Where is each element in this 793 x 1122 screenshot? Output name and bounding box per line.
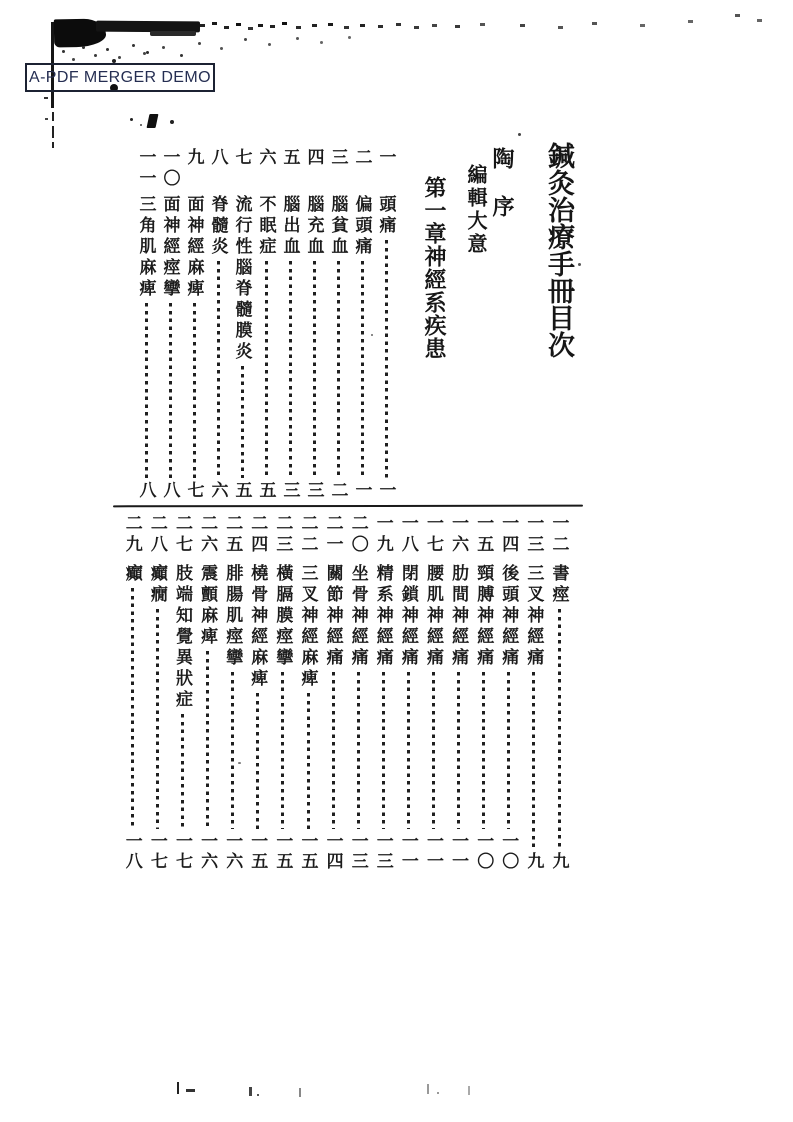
scan-artifact-bottom-mark [257, 1094, 259, 1096]
entry-number: 三 [328, 148, 348, 169]
dotted-leader [253, 261, 279, 478]
entry-number: 二二 [298, 514, 318, 556]
scan-artifact-edge-line [52, 126, 54, 138]
toc-entry [546, 514, 572, 872]
entry-title: 腦貧血 [328, 195, 348, 258]
toc-entry [119, 514, 145, 872]
scan-artifact-ink-blot [147, 114, 159, 128]
entry-title: 偏頭痛 [352, 195, 372, 258]
entry-number: 一 [376, 148, 396, 169]
dotted-leader [229, 366, 255, 478]
dotted-leader [277, 261, 303, 478]
entry-number: 八 [208, 148, 228, 169]
dotted-leader [546, 609, 572, 849]
dotted-leader [220, 672, 246, 829]
scan-artifact-bottom-mark [177, 1082, 179, 1094]
entry-page-number: 九 [524, 852, 544, 872]
entry-number: 四 [304, 148, 324, 169]
entry-page-number: 八 [160, 481, 180, 501]
scan-artifact-speck [170, 120, 174, 124]
toc-entry [277, 148, 303, 501]
entry-page-number: 一一 [398, 832, 418, 872]
entry-page-number: 一一 [449, 832, 469, 872]
toc-entry [446, 514, 472, 872]
toc-entry [205, 148, 231, 501]
entry-title: 三角肌麻痺 [136, 195, 156, 300]
toc-entry [133, 148, 159, 501]
dotted-leader [521, 672, 547, 849]
book-title: 鍼灸治療手冊目次 [544, 142, 574, 358]
dotted-leader [345, 672, 371, 829]
entry-title: 閉鎖神經痛 [398, 564, 418, 669]
entry-page-number: 一八 [122, 832, 142, 872]
entry-title: 橫膈膜痙攣 [273, 564, 293, 669]
dotted-leader [295, 693, 321, 829]
dotted-leader [301, 261, 327, 478]
entry-number: 五 [280, 148, 300, 169]
watermark-label: A-PDF MERGER DEMO [29, 68, 211, 86]
entry-number: 二〇 [348, 514, 368, 556]
toc-entry [157, 148, 183, 501]
scan-artifact-speckles [0, 0, 3, 3]
entry-page-number: 一五 [273, 832, 293, 872]
entry-title: 書痙 [549, 564, 569, 606]
dotted-leader [170, 714, 196, 829]
entry-title: 後頭神經痛 [499, 564, 519, 669]
toc-entry [295, 514, 321, 872]
dotted-leader [373, 240, 399, 478]
dotted-leader [270, 672, 296, 829]
entry-page-number: 九 [549, 852, 569, 872]
dotted-leader [325, 261, 351, 478]
entry-title: 肋間神經痛 [449, 564, 469, 669]
entry-number: 一三 [524, 514, 544, 556]
toc-entry [320, 514, 346, 872]
watermark-box [25, 63, 215, 92]
dotted-leader [496, 672, 522, 829]
entry-title: 腦出血 [280, 195, 300, 258]
dotted-leader [119, 588, 145, 829]
toc-entry [301, 148, 327, 501]
entry-title: 脊髓炎 [208, 195, 228, 258]
entry-title: 腓腸肌痙攣 [223, 564, 243, 669]
dotted-leader [195, 651, 221, 829]
entry-title: 面神經痙攣 [160, 195, 180, 300]
entry-page-number: 六 [208, 481, 228, 501]
editorial-notes-heading: 編輯大意 [464, 164, 486, 256]
entry-page-number: 一 [376, 481, 396, 501]
entry-title: 面神經麻痺 [184, 195, 204, 300]
dotted-leader [133, 303, 159, 478]
entry-page-number: 一三 [348, 832, 368, 872]
toc-entry [170, 514, 196, 872]
toc-entry [373, 148, 399, 501]
entry-title: 三叉神經麻痺 [298, 564, 318, 690]
scan-artifact-bottom-mark [186, 1089, 195, 1092]
scan-artifact-speck [45, 118, 48, 120]
entry-page-number: 一七 [173, 832, 192, 872]
dotted-leader [181, 303, 207, 478]
chapter-name: 神經系疾患 [422, 245, 447, 360]
scan-artifact-bottom-mark [468, 1086, 470, 1095]
scan-artifact-bottom-mark [249, 1087, 252, 1096]
toc-entry [144, 514, 170, 872]
entry-page-number: 一五 [248, 832, 268, 872]
toc-entry [471, 514, 497, 872]
entry-number: 一八 [398, 514, 418, 556]
dotted-leader [157, 303, 183, 478]
dotted-leader [421, 672, 447, 829]
entry-number: 一七 [424, 514, 443, 556]
dotted-leader [320, 672, 346, 829]
entry-title: 橈骨神經麻痺 [248, 564, 268, 690]
entry-number: 六 [256, 148, 276, 169]
entry-page-number: 一七 [147, 832, 167, 872]
entry-number: 二三 [273, 514, 293, 556]
dotted-leader [144, 609, 170, 829]
entry-title: 腰肌神經痛 [424, 564, 443, 669]
entry-title: 頭痛 [376, 195, 396, 237]
preface-heading: 陶 序 [490, 147, 515, 219]
toc-entry [325, 148, 351, 501]
scan-artifact-bottom-mark [437, 1092, 439, 1094]
scan-artifact-edge-line [52, 112, 54, 121]
entry-title: 肢端知覺異狀症 [173, 564, 192, 711]
entry-number: 二 [352, 148, 372, 169]
toc-entry [521, 514, 547, 872]
entry-page-number: 一六 [198, 832, 218, 872]
entry-page-number: 一〇 [474, 832, 494, 872]
toc-entry [370, 514, 396, 872]
scan-artifact-top-band [150, 31, 196, 36]
scan-artifact-speck [44, 97, 48, 99]
dotted-leader [205, 261, 231, 478]
dotted-leader [471, 672, 497, 829]
entry-title: 頸膊神經痛 [474, 564, 494, 669]
scan-artifact-edge-line [52, 142, 54, 148]
scan-artifact-speck [518, 133, 521, 136]
entry-page-number: 一一 [424, 832, 443, 872]
entry-title: 癲 [122, 564, 142, 585]
dotted-leader [245, 693, 271, 829]
toc-entry [195, 514, 221, 872]
entry-number: 七 [232, 148, 252, 169]
toc-entry [421, 514, 447, 872]
dotted-leader [395, 672, 421, 829]
toc-entry [253, 148, 279, 501]
scan-artifact-bottom-mark [427, 1084, 429, 1094]
scan-artifact-bottom-mark [299, 1088, 301, 1097]
entry-number: 二九 [122, 514, 142, 556]
entry-title: 三叉神經痛 [524, 564, 544, 669]
entry-number: 二六 [198, 514, 218, 556]
entry-title: 精系神經痛 [373, 564, 393, 669]
entry-number: 二四 [248, 514, 268, 556]
entry-number: 二七 [173, 514, 192, 556]
entry-page-number: 一〇 [499, 832, 519, 872]
entry-page-number: 一五 [298, 832, 318, 872]
toc-entry [220, 514, 246, 872]
dotted-leader [349, 261, 375, 478]
entry-page-number: 五 [232, 481, 252, 501]
entry-number: 一九 [373, 514, 393, 556]
entry-title: 癲癇 [147, 564, 167, 606]
entry-page-number: 一六 [223, 832, 243, 872]
entry-page-number: 一 [352, 481, 372, 501]
dotted-leader [446, 672, 472, 829]
entry-number: 二八 [147, 514, 167, 556]
entry-page-number: 五 [256, 481, 276, 501]
section-divider-rule [113, 505, 583, 508]
entry-number: 一二 [549, 514, 569, 556]
entry-title: 不眠症 [256, 195, 276, 258]
chapter-number: 第一章 [422, 176, 447, 245]
dotted-leader [370, 672, 396, 829]
entry-title: 腦充血 [304, 195, 324, 258]
toc-entry [345, 514, 371, 872]
entry-page-number: 一四 [323, 832, 343, 872]
entry-number: 一四 [499, 514, 519, 556]
toc-entry [245, 514, 271, 872]
toc-entry [181, 148, 207, 501]
entry-number: 二一 [323, 514, 343, 556]
toc-entry [496, 514, 522, 872]
entry-page-number: 七 [184, 481, 204, 501]
toc-entry [395, 514, 421, 872]
entry-title: 震顫麻痺 [198, 564, 218, 648]
entry-page-number: 二 [328, 481, 348, 501]
entry-page-number: 一三 [373, 832, 393, 872]
scan-artifact-speck [140, 124, 142, 126]
scan-artifact-speck [130, 118, 133, 121]
entry-number: 九 [184, 148, 204, 169]
chapter-heading [419, 176, 450, 360]
entry-page-number: 三 [280, 481, 300, 501]
entry-number: 一一 [136, 148, 156, 190]
toc-entry [349, 148, 375, 501]
entry-title: 關節神經痛 [323, 564, 343, 669]
toc-entry [270, 514, 296, 872]
entry-page-number: 八 [136, 481, 156, 501]
entry-number: 二五 [223, 514, 243, 556]
entry-page-number: 三 [304, 481, 324, 501]
entry-number: 一〇 [160, 148, 180, 190]
entry-title: 流行性腦脊髓膜炎 [232, 195, 252, 363]
entry-title: 坐骨神經痛 [348, 564, 368, 669]
entry-number: 一六 [449, 514, 469, 556]
toc-entry [229, 148, 255, 501]
entry-number: 一五 [474, 514, 494, 556]
